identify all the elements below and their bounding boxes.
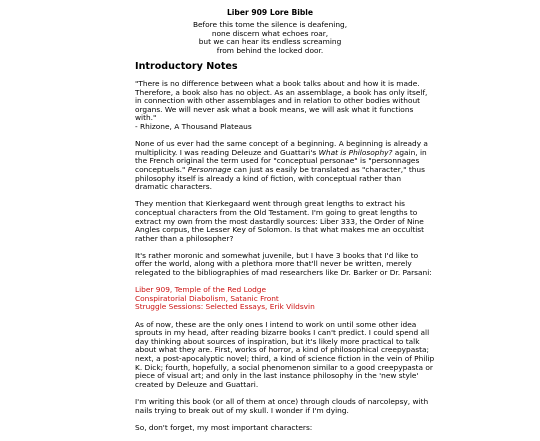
- main-content: [135, 61, 435, 441]
- quote-attribution: - Rhizone, A Thousand Plateaus: [135, 121, 252, 131]
- quote-paragraph: [135, 80, 435, 132]
- page-title: Liber 909 Lore Bible: [226, 8, 314, 17]
- book-title-italic: What is Philosophy?: [318, 147, 393, 157]
- book-link-liber-909[interactable]: Liber 909, Temple of the Red Lodge: [135, 285, 267, 295]
- book-links: [135, 286, 435, 312]
- epigraph-line: Before this tome the silence is deafening,: [192, 20, 348, 29]
- paragraph-characters: So, don't forget, my most important characters:: [135, 422, 313, 432]
- paragraph-beginning: [135, 140, 435, 192]
- paragraph-text: again, in the French original the term used for "conceptual personae" is "personnages conceptuels.": [135, 147, 427, 174]
- epigraph-line: from behind the locked door.: [216, 45, 324, 55]
- paragraph-books-intro: It's rather moronic and somewhat juvenile, but I have 3 books that I'd like to offer the world, along with a plethora more that'll never be written, merely relegated to the bibliographies of mad researchers like Dr. Barker or Dr. Parsani:: [135, 250, 432, 278]
- paragraph-kierkegaard: They mention that Kierkegaard went through great lengths to extract his conceptual characters from the Old Testament. I'm going to great lengths to extract my own from the most dastardly sources: Liber 333, the Order of Nine Angles corpus, the Lesser Key of Solomon. Is that what makes me an occultist rather than a philosopher?: [135, 199, 425, 243]
- paragraph-text: None of us ever had the same concept of a beginning. A beginning is already a multiplicity. I was reading Deleuze and Guattari's: [135, 139, 428, 157]
- book-link-struggle-sessions[interactable]: Struggle Sessions: Selected Essays, Erik Vildsvin: [135, 302, 315, 312]
- paragraph-text: can just as easily be translated as "character," thus philosophy itself is already a kind of fiction, with conceptual rather than dramatic characters.: [135, 164, 425, 192]
- section-heading: Introductory Notes: [135, 61, 238, 72]
- paragraph-inspiration: As of now, these are the only ones I intend to work on until some other idea sprouts in my head, after reading bizarre books I can't predict. I could spend all day thinking about sources of inspiration, but it's likely more practical to talk about what they are. First, works of horror, a kind of philosophical creepypasta; next, a post-apocalyptic novel; third, a kind of science fiction in the vein of Philip K. Dick; fourth, hopefully, a social phenomenon similar to a good creepypasta or piece of visual art; and only in the last instance philosophy in the 'new style' created by Deleuze and Guattari.: [135, 319, 435, 389]
- term-italic: Personnage: [187, 164, 232, 174]
- quote-text: "There is no difference between what a book talks about and how it is made. Therefore, a book also has no object. As an assemblage, a book has only itself, in connection with other assemblages and in relation to other bodies without organs. We will never ask what a book means, we will ask what it functions with.": [135, 79, 428, 123]
- epigraph-line: none discern what echoes roar,: [211, 28, 329, 38]
- epigraph-line: but we can hear its endless screaming: [198, 37, 342, 47]
- paragraph-narcolepsy: I'm writing this book (or all of them at once) through clouds of narcolepsy, with nails trying to break out of my skull. I wonder if I'm dying.: [135, 396, 429, 415]
- epigraph: [0, 21, 540, 55]
- book-link-conspiratorial-diabolism[interactable]: Conspiratorial Diabolism, Satanic Front: [135, 293, 279, 303]
